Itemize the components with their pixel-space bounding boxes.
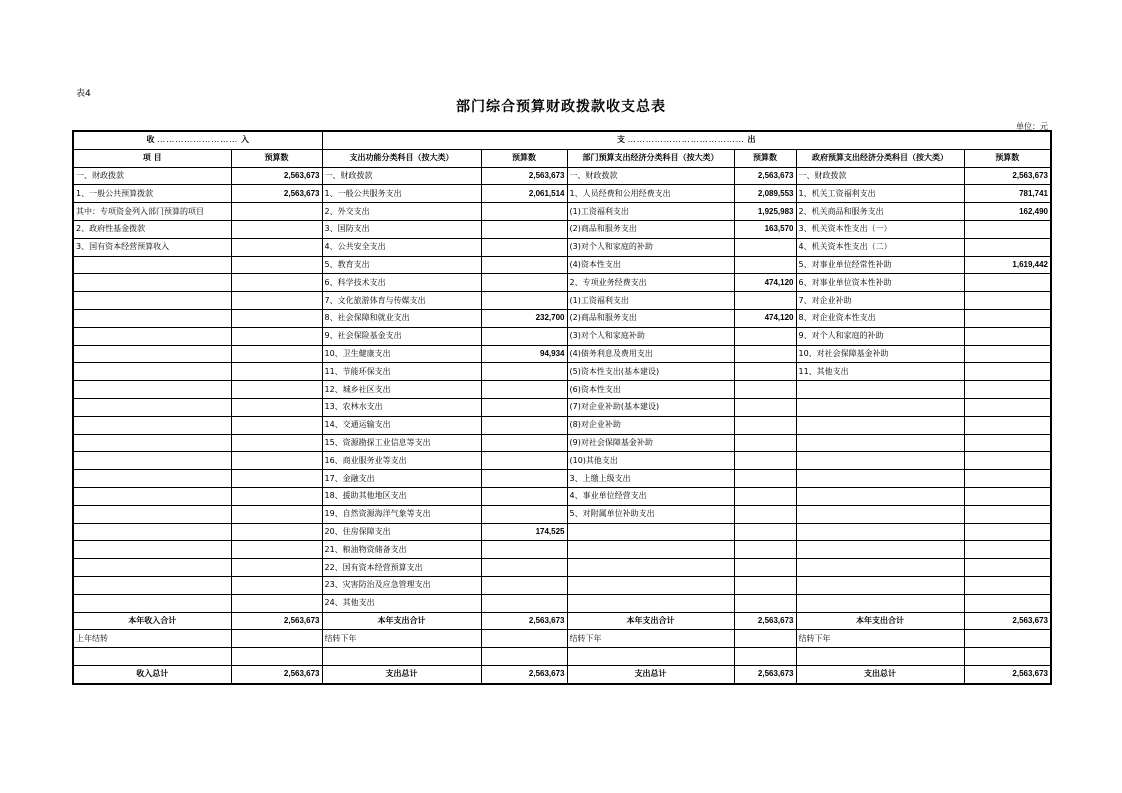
table-row	[73, 416, 1051, 434]
cell-e: (10)其他支出	[567, 452, 734, 470]
cell-d	[481, 327, 567, 345]
cell-h	[964, 505, 1051, 523]
table-row	[73, 381, 1051, 399]
cell-g: 本年支出合计	[796, 612, 964, 630]
cell-f	[734, 594, 796, 612]
cell-d	[481, 594, 567, 612]
cell-d	[481, 381, 567, 399]
cell-c: 1、一般公共服务支出	[322, 185, 481, 203]
cell-g	[796, 416, 964, 434]
cell-g	[796, 523, 964, 541]
grand-total-row	[73, 665, 1051, 683]
cell-e	[567, 541, 734, 559]
cell-h	[964, 630, 1051, 648]
cell-d	[481, 203, 567, 221]
cell-a	[73, 327, 231, 345]
cell-b	[231, 416, 322, 434]
cell-e: 4、事业单位经营支出	[567, 487, 734, 505]
cell-c: 20、住房保障支出	[322, 523, 481, 541]
cell-f	[734, 541, 796, 559]
header-income	[73, 131, 322, 149]
cell-f: 1,925,983	[734, 203, 796, 221]
cell-e: (8)对企业补助	[567, 416, 734, 434]
cell-g: 8、对企业资本性支出	[796, 309, 964, 327]
cell-f	[734, 398, 796, 416]
header-income-tail: 入	[241, 135, 250, 145]
cell-g	[796, 505, 964, 523]
table-row	[73, 398, 1051, 416]
cell-e: (3)对个人和家庭补助	[567, 327, 734, 345]
cell-d: 232,700	[481, 309, 567, 327]
cell-f	[734, 648, 796, 666]
cell-e: 2、专项业务经费支出	[567, 274, 734, 292]
cell-b	[231, 576, 322, 594]
cell-d	[481, 470, 567, 488]
cell-f: 2,563,673	[734, 665, 796, 683]
cell-h	[964, 470, 1051, 488]
cell-c: 10、卫生健康支出	[322, 345, 481, 363]
cell-g: 11、其他支出	[796, 363, 964, 381]
cell-e: (2)商品和服务支出	[567, 220, 734, 238]
cell-g: 6、对事业单位资本性补助	[796, 274, 964, 292]
cell-b	[231, 648, 322, 666]
table-row	[73, 576, 1051, 594]
cell-g: 10、对社会保障基金补助	[796, 345, 964, 363]
cell-a	[73, 523, 231, 541]
cell-b	[231, 523, 322, 541]
cell-f	[734, 327, 796, 345]
cell-d: 2,563,673	[481, 665, 567, 683]
table-row	[73, 327, 1051, 345]
cell-b	[231, 220, 322, 238]
table-row	[73, 434, 1051, 452]
cell-f	[734, 470, 796, 488]
cell-a	[73, 576, 231, 594]
cell-c: 15、资源勘探工业信息等支出	[322, 434, 481, 452]
cell-h	[964, 648, 1051, 666]
cell-h	[964, 381, 1051, 399]
cell-b	[231, 630, 322, 648]
cell-a: 上年结转	[73, 630, 231, 648]
totals-year-row	[73, 612, 1051, 630]
table-row	[73, 238, 1051, 256]
cell-d	[481, 559, 567, 577]
blank-row	[73, 648, 1051, 666]
cell-e: 一、财政拨款	[567, 167, 734, 185]
cell-d: 2,563,673	[481, 167, 567, 185]
cell-e	[567, 523, 734, 541]
cell-b	[231, 309, 322, 327]
table-id: 表4	[76, 89, 91, 99]
cell-f	[734, 238, 796, 256]
cell-c: 7、文化旅游体育与传媒支出	[322, 292, 481, 310]
table-row	[73, 309, 1051, 327]
cell-c	[322, 648, 481, 666]
cell-g: 一、财政拨款	[796, 167, 964, 185]
cell-a: 其中：专项资金列入部门预算的项目	[73, 203, 231, 221]
cell-d: 174,525	[481, 523, 567, 541]
cell-g: 支出总计	[796, 665, 964, 683]
cell-e	[567, 594, 734, 612]
cell-a	[73, 559, 231, 577]
cell-h	[964, 452, 1051, 470]
table-row	[73, 470, 1051, 488]
cell-c: 一、财政拨款	[322, 167, 481, 185]
header-expense-dots: …………………………………	[627, 135, 745, 145]
cell-c: 结转下年	[322, 630, 481, 648]
cell-b	[231, 559, 322, 577]
cell-b	[231, 327, 322, 345]
cell-a: 一、财政拨款	[73, 167, 231, 185]
cell-c: 2、外交支出	[322, 203, 481, 221]
cell-d: 2,061,514	[481, 185, 567, 203]
cell-g: 4、机关资本性支出（二）	[796, 238, 964, 256]
cell-h	[964, 274, 1051, 292]
cell-a: 1、一般公共预算拨款	[73, 185, 231, 203]
cell-c: 22、国有资本经营预算支出	[322, 559, 481, 577]
cell-b	[231, 363, 322, 381]
cell-d	[481, 398, 567, 416]
cell-b: 2,563,673	[231, 185, 322, 203]
cell-f: 2,089,553	[734, 185, 796, 203]
cell-c: 12、城乡社区支出	[322, 381, 481, 399]
cell-e: (9)对社会保障基金补助	[567, 434, 734, 452]
table-row	[73, 505, 1051, 523]
cell-c: 14、交通运输支出	[322, 416, 481, 434]
cell-g	[796, 434, 964, 452]
cell-h	[964, 594, 1051, 612]
cell-f	[734, 292, 796, 310]
cell-g	[796, 381, 964, 399]
header-expense-label: 支	[616, 135, 625, 145]
header-row-2	[73, 149, 1051, 167]
table-row	[73, 274, 1051, 292]
cell-e	[567, 648, 734, 666]
cell-h	[964, 576, 1051, 594]
table-row	[73, 541, 1051, 559]
cell-d	[481, 416, 567, 434]
cell-h	[964, 559, 1051, 577]
table-row	[73, 256, 1051, 274]
cell-a	[73, 505, 231, 523]
cell-g	[796, 576, 964, 594]
col-header-dept-econ: 部门预算支出经济分类科目（按大类）	[567, 149, 734, 167]
header-expense	[322, 131, 1051, 149]
cell-g	[796, 594, 964, 612]
cell-e: 3、上缴上级支出	[567, 470, 734, 488]
cell-h	[964, 327, 1051, 345]
cell-b	[231, 381, 322, 399]
cell-d	[481, 292, 567, 310]
cell-a	[73, 594, 231, 612]
cell-b	[231, 452, 322, 470]
cell-h: 2,563,673	[964, 665, 1051, 683]
cell-b	[231, 238, 322, 256]
cell-e: 5、对附属单位补助支出	[567, 505, 734, 523]
cell-a	[73, 416, 231, 434]
cell-b	[231, 487, 322, 505]
cell-c: 3、国防支出	[322, 220, 481, 238]
cell-b	[231, 274, 322, 292]
cell-c: 4、公共安全支出	[322, 238, 481, 256]
table-row	[73, 594, 1051, 612]
carry-row	[73, 630, 1051, 648]
table-row	[73, 292, 1051, 310]
cell-f	[734, 363, 796, 381]
cell-b	[231, 203, 322, 221]
cell-f	[734, 523, 796, 541]
col-header-budget-dept: 预算数	[734, 149, 796, 167]
cell-a	[73, 452, 231, 470]
cell-b	[231, 345, 322, 363]
cell-c: 23、灾害防治及应急管理支出	[322, 576, 481, 594]
cell-h	[964, 363, 1051, 381]
cell-d	[481, 363, 567, 381]
cell-c: 16、商业服务业等支出	[322, 452, 481, 470]
cell-a	[73, 398, 231, 416]
cell-d	[481, 434, 567, 452]
cell-e: (6)资本性支出	[567, 381, 734, 399]
cell-b	[231, 505, 322, 523]
table-row	[73, 363, 1051, 381]
cell-a	[73, 470, 231, 488]
cell-a	[73, 434, 231, 452]
col-header-budget-func: 预算数	[481, 149, 567, 167]
cell-f: 2,563,673	[734, 612, 796, 630]
cell-b	[231, 594, 322, 612]
cell-a: 收入总计	[73, 665, 231, 683]
cell-g: 9、对个人和家庭的补助	[796, 327, 964, 345]
cell-h	[964, 487, 1051, 505]
cell-e: 结转下年	[567, 630, 734, 648]
cell-f	[734, 576, 796, 594]
cell-h	[964, 541, 1051, 559]
cell-g: 5、对事业单位经常性补助	[796, 256, 964, 274]
cell-d: 94,934	[481, 345, 567, 363]
cell-d	[481, 274, 567, 292]
cell-c: 5、教育支出	[322, 256, 481, 274]
cell-a	[73, 381, 231, 399]
cell-c: 19、自然资源海洋气象等支出	[322, 505, 481, 523]
cell-h	[964, 292, 1051, 310]
cell-d	[481, 487, 567, 505]
cell-h: 2,563,673	[964, 167, 1051, 185]
cell-f	[734, 416, 796, 434]
cell-g	[796, 541, 964, 559]
cell-a	[73, 274, 231, 292]
cell-b	[231, 256, 322, 274]
cell-f	[734, 505, 796, 523]
cell-e	[567, 559, 734, 577]
cell-f: 474,120	[734, 274, 796, 292]
cell-f	[734, 630, 796, 648]
cell-g: 结转下年	[796, 630, 964, 648]
cell-b	[231, 434, 322, 452]
cell-d	[481, 238, 567, 256]
cell-h	[964, 238, 1051, 256]
cell-g	[796, 648, 964, 666]
cell-d: 2,563,673	[481, 612, 567, 630]
cell-e: (5)资本性支出(基本建设)	[567, 363, 734, 381]
cell-a	[73, 292, 231, 310]
cell-b	[231, 470, 322, 488]
cell-f: 2,563,673	[734, 167, 796, 185]
cell-h	[964, 345, 1051, 363]
cell-c: 18、援助其他地区支出	[322, 487, 481, 505]
header-income-dots: ………………………	[157, 135, 239, 145]
cell-c: 17、金融支出	[322, 470, 481, 488]
col-header-budget-gov: 预算数	[964, 149, 1051, 167]
table-row	[73, 203, 1051, 221]
cell-c: 本年支出合计	[322, 612, 481, 630]
cell-a	[73, 487, 231, 505]
cell-e: (3)对个人和家庭的补助	[567, 238, 734, 256]
cell-f	[734, 434, 796, 452]
cell-c: 9、社会保险基金支出	[322, 327, 481, 345]
table-row	[73, 559, 1051, 577]
cell-h	[964, 434, 1051, 452]
header-income-label: 收	[146, 135, 155, 145]
cell-d	[481, 505, 567, 523]
cell-h	[964, 416, 1051, 434]
cell-b	[231, 541, 322, 559]
cell-e: 1、人员经费和公用经费支出	[567, 185, 734, 203]
cell-b	[231, 398, 322, 416]
cell-e: (7)对企业补助(基本建设)	[567, 398, 734, 416]
cell-f	[734, 452, 796, 470]
cell-e: (1)工资福利支出	[567, 292, 734, 310]
cell-h	[964, 398, 1051, 416]
cell-b: 2,563,673	[231, 665, 322, 683]
col-header-func: 支出功能分类科目（按大类）	[322, 149, 481, 167]
cell-a	[73, 363, 231, 381]
cell-a	[73, 648, 231, 666]
cell-d	[481, 541, 567, 559]
cell-f	[734, 345, 796, 363]
cell-h: 781,741	[964, 185, 1051, 203]
cell-c: 24、其他支出	[322, 594, 481, 612]
table-row	[73, 487, 1051, 505]
cell-a: 本年收入合计	[73, 612, 231, 630]
cell-c: 6、科学技术支出	[322, 274, 481, 292]
cell-g: 1、机关工资福利支出	[796, 185, 964, 203]
col-header-item: 项 目	[73, 149, 231, 167]
cell-e: (1)工资福利支出	[567, 203, 734, 221]
cell-h: 162,490	[964, 203, 1051, 221]
cell-f: 163,570	[734, 220, 796, 238]
cell-g	[796, 452, 964, 470]
cell-d	[481, 452, 567, 470]
cell-g: 2、机关商品和服务支出	[796, 203, 964, 221]
table-row	[73, 167, 1051, 185]
cell-d	[481, 576, 567, 594]
cell-f	[734, 559, 796, 577]
cell-g	[796, 559, 964, 577]
header-expense-tail: 出	[747, 135, 756, 145]
cell-a	[73, 345, 231, 363]
cell-h	[964, 309, 1051, 327]
cell-e: (2)商品和服务支出	[567, 309, 734, 327]
cell-d	[481, 256, 567, 274]
cell-c: 21、粮油物资储备支出	[322, 541, 481, 559]
cell-g	[796, 470, 964, 488]
cell-b	[231, 292, 322, 310]
unit-label: 单位：元	[1016, 122, 1048, 131]
cell-f	[734, 381, 796, 399]
cell-d	[481, 220, 567, 238]
table-row	[73, 345, 1051, 363]
budget-table	[72, 130, 1052, 685]
cell-a	[73, 256, 231, 274]
cell-c: 13、农林水支出	[322, 398, 481, 416]
cell-g: 3、机关资本性支出（一）	[796, 220, 964, 238]
cell-d	[481, 630, 567, 648]
cell-a: 2、政府性基金拨款	[73, 220, 231, 238]
col-header-budget-income: 预算数	[231, 149, 322, 167]
col-header-gov-econ: 政府预算支出经济分类科目（按大类）	[796, 149, 964, 167]
cell-h	[964, 523, 1051, 541]
cell-f	[734, 487, 796, 505]
cell-e: (4)资本性支出	[567, 256, 734, 274]
header-row-1	[73, 131, 1051, 149]
cell-f: 474,120	[734, 309, 796, 327]
table-row	[73, 523, 1051, 541]
cell-a	[73, 309, 231, 327]
cell-a: 3、国有资本经营预算收入	[73, 238, 231, 256]
cell-c: 支出总计	[322, 665, 481, 683]
cell-a	[73, 541, 231, 559]
cell-c: 11、节能环保支出	[322, 363, 481, 381]
cell-e: 本年支出合计	[567, 612, 734, 630]
cell-f	[734, 256, 796, 274]
cell-g	[796, 487, 964, 505]
cell-d	[481, 648, 567, 666]
cell-e	[567, 576, 734, 594]
cell-h: 1,619,442	[964, 256, 1051, 274]
page-title: 部门综合预算财政拨款收支总表	[456, 99, 666, 115]
cell-e: 支出总计	[567, 665, 734, 683]
cell-g: 7、对企业补助	[796, 292, 964, 310]
cell-b: 2,563,673	[231, 167, 322, 185]
table-row	[73, 452, 1051, 470]
cell-h	[964, 220, 1051, 238]
cell-h: 2,563,673	[964, 612, 1051, 630]
cell-e: (4)债务利息及费用支出	[567, 345, 734, 363]
table-row	[73, 220, 1051, 238]
cell-g	[796, 398, 964, 416]
cell-c: 8、社会保障和就业支出	[322, 309, 481, 327]
cell-b: 2,563,673	[231, 612, 322, 630]
table-row	[73, 185, 1051, 203]
